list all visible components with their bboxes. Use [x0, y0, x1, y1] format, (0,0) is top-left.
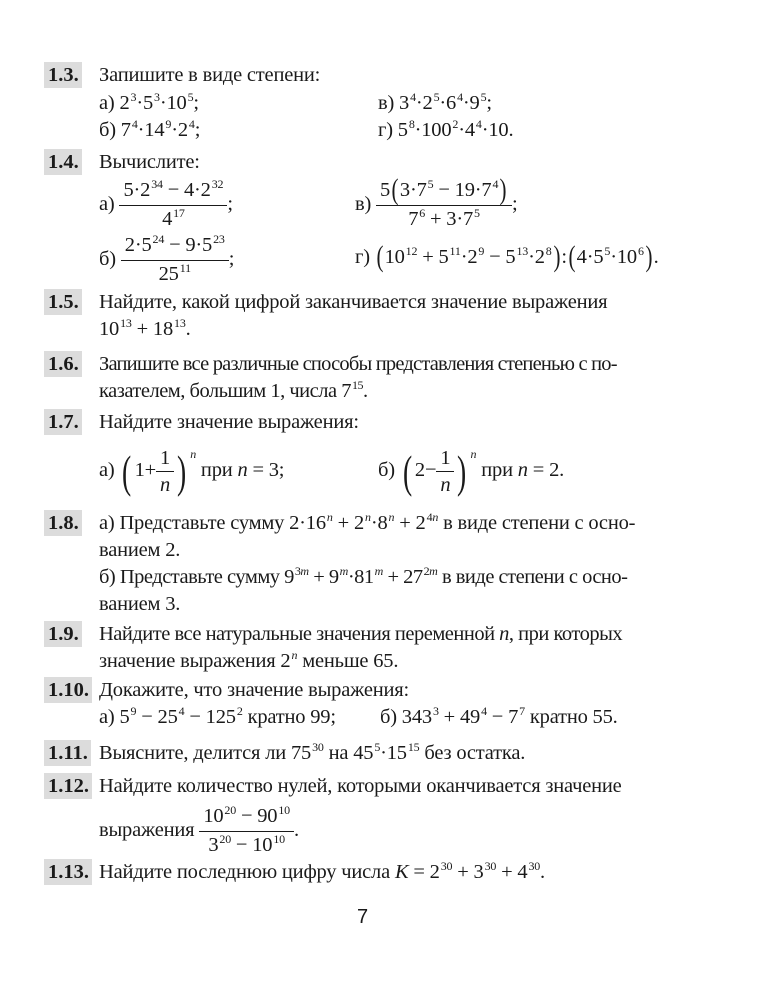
problem-text: Докажите, что значение выражения: — [99, 679, 409, 701]
problem-number: 1.8. — [44, 510, 82, 536]
problem-part-a: а) $5^9 - 25^4 - 125^2$ кратно 99; — [99, 704, 336, 728]
problem-expr: $10^{13} + 18^{13}$. — [99, 316, 191, 340]
problem-number: 1.9. — [44, 621, 82, 647]
problem-part-b: б) $\frac{2\cdot 5^{24} - 9\cdot 5^{23}}{25^{11}}$ ; — [99, 232, 235, 285]
problem-part-b: б) $343^3 + 49^4 - 7^7$ кратно 55. — [380, 704, 618, 728]
problem-part-a: а) ( 1+ $\frac{1}{n}$ ) $^n$ при n = 3; — [99, 445, 285, 497]
problem-part-a-line2: ванием 2. — [99, 539, 181, 561]
problem-number: 1.7. — [44, 409, 82, 435]
problem-number: 1.11. — [44, 740, 91, 766]
problem-part-a: а) $2^3\cdot 5^3\cdot 10^5$; — [99, 90, 199, 114]
problem-text-line2: казателем, большим 1, числа $7^{15}$. — [99, 378, 368, 402]
problem-part-b: б) Представьте сумму $9^{3m} + 9^m\cdot 81^m + 27^{2m}$ в виде степени с осно- — [99, 564, 628, 588]
problem-number: 1.4. — [44, 149, 82, 175]
problem-text: Вычислите: — [99, 151, 200, 173]
problem-text: Найдите последнюю цифру числа $K = 2^{30} + 3^{30} + 4^{30}$. — [99, 859, 545, 883]
problem-part-a: а) $\frac{5\cdot 2^{34} - 4\cdot 2^{32}}{4^{17}}$ ; — [99, 177, 233, 230]
problem-text: Найдите, какой цифрой заканчивается значение выражения — [99, 291, 608, 313]
problem-text: Запишите в виде степени: — [99, 64, 321, 86]
problem-part-b: б) $7^4\cdot 14^9\cdot 2^4$; — [99, 117, 201, 141]
problem-part-g: г) $5^8\cdot 100^2\cdot 4^4\cdot 10$. — [378, 117, 514, 141]
problem-number: 1.3. — [44, 62, 82, 88]
problem-text: Найдите количество нулей, которыми оканчивается значение — [99, 775, 622, 797]
problem-part-g: г) ($10^{12} + 5^{11}\cdot 2^9$ − $5^{13}\cdot 2^8):(4\cdot 5^5\cdot 10^6)$. — [355, 240, 659, 273]
problem-part-a: а) Представьте сумму $2\cdot 16^n + 2^n\cdot 8^n + 2^{4n}$ в виде степени с осно- — [99, 510, 636, 534]
problem-text: Запишите все различные способы представления степенью с по- — [99, 353, 617, 375]
problem-part-b-line2: ванием 3. — [99, 593, 181, 615]
problem-text: Найдите значение выражения: — [99, 411, 359, 433]
problem-text: Выясните, делится ли $75^{30}$ на $45^5\cdot 15^{15}$ без остатка. — [99, 740, 526, 764]
problem-part-v: в) $3^4\cdot 2^5\cdot 6^4\cdot 9^5$; — [378, 90, 492, 114]
problem-number: 1.10. — [44, 677, 92, 703]
problem-text-line2: выражения $\frac{10^{20} - 90^{10}}{3^{20} - 10^{10}}$ . — [99, 803, 299, 856]
problem-text-line2: значение выражения 2$^n$ меньше 65. — [99, 648, 399, 672]
page-number: 7 — [357, 906, 369, 928]
problem-part-v: в) $\frac{5(3\cdot 7^5 - 19\cdot 7^4)}{7^6 + 3\cdot 7^5}$ ; — [355, 173, 518, 230]
problem-text: Найдите все натуральные значения переменной n, при которых — [99, 623, 623, 645]
problem-number: 1.5. — [44, 289, 82, 315]
problem-number: 1.12. — [44, 773, 92, 799]
problem-part-b: б) ( 2− $\frac{1}{n}$ ) $^n$ при n = 2. — [378, 445, 565, 497]
problem-number: 1.13. — [44, 859, 92, 885]
problem-number: 1.6. — [44, 351, 82, 377]
